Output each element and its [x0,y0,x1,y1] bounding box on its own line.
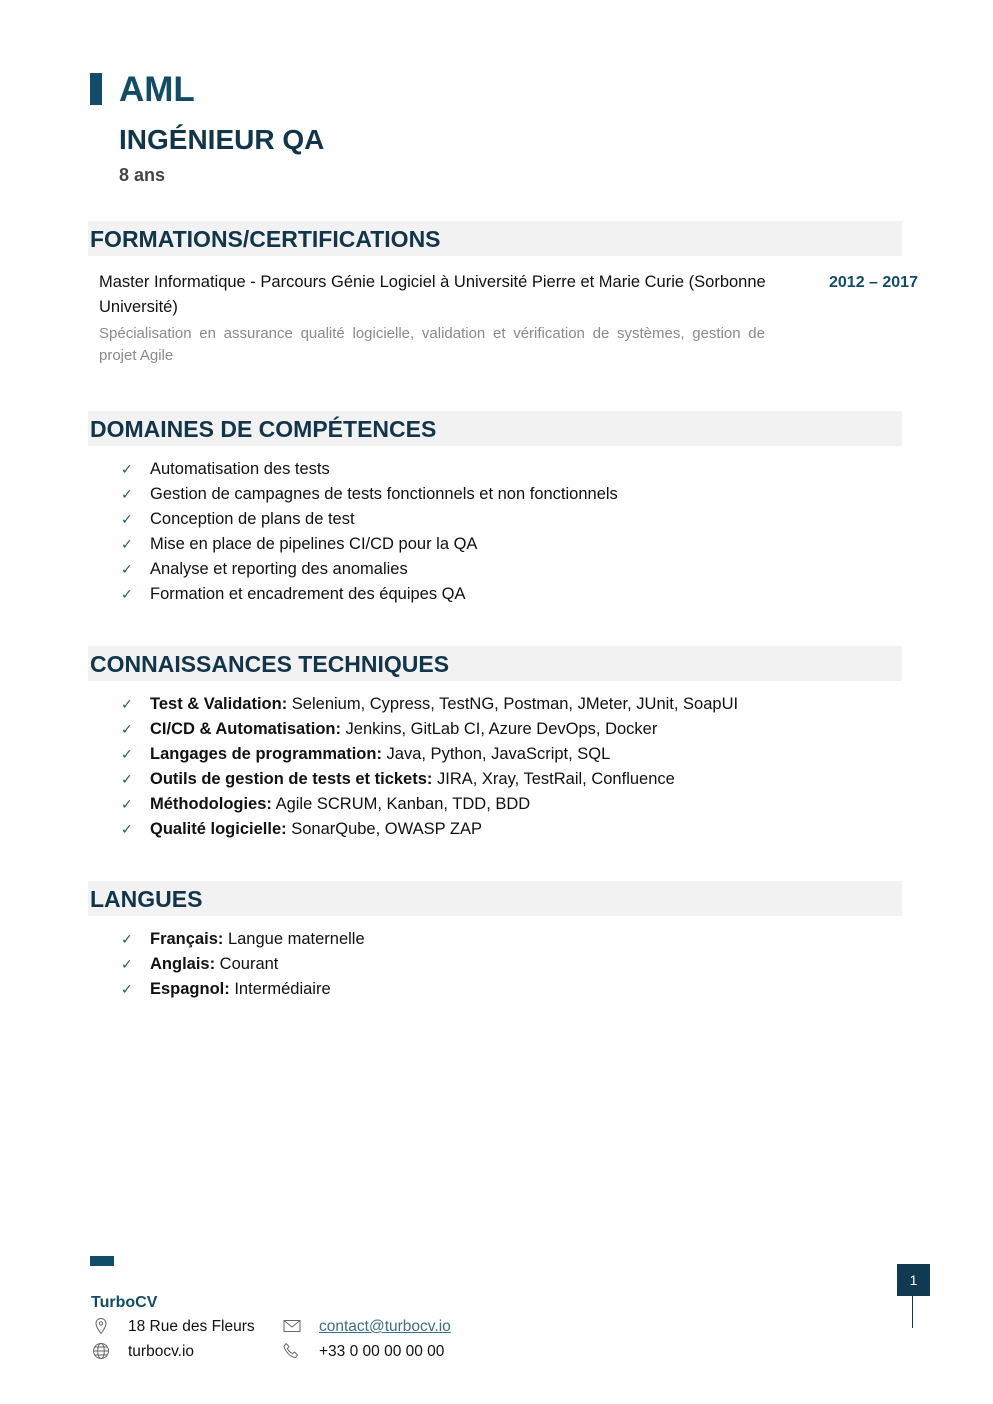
section-header-formations [88,221,902,256]
check-icon: ✓ [121,721,133,737]
location-pin-icon [92,1317,110,1335]
experience-years: 8 ans [119,165,166,185]
check-icon: ✓ [121,931,133,947]
check-icon: ✓ [121,486,133,502]
language-name: Anglais: [150,955,216,973]
check-icon: ✓ [121,586,133,602]
language-level: Courant [215,955,279,973]
education-description: Spécialisation en assurance qualité logicielle, validation et vérification de systèmes, gestion de projet Agile [99,325,765,364]
language-level: Langue maternelle [223,930,365,948]
check-icon: ✓ [121,981,133,997]
language-name: Espagnol: [150,980,230,998]
skill-category: Outils de gestion de tests et tickets: [150,770,433,788]
footer-brand: TurboCV [91,1294,158,1311]
name-accent-bar [90,73,102,105]
language-name: Français: [150,930,224,948]
section-title-formations: FORMATIONS/CERTIFICATIONS [90,226,441,252]
page-number: 1 [897,1264,930,1296]
check-icon: ✓ [121,511,133,527]
check-icon: ✓ [121,771,133,787]
skill-values: Java, Python, JavaScript, SQL [381,745,611,763]
skill-category: Langages de programmation: [150,745,382,763]
skill-category: Méthodologies: [150,795,272,813]
phone-icon [283,1342,301,1360]
check-icon: ✓ [121,461,133,477]
skill-values: Selenium, Cypress, TestNG, Postman, JMeter, JUnit, SoapUI [287,695,739,713]
section-title-competences: DOMAINES DE COMPÉTENCES [90,416,437,442]
job-title: INGÉNIEUR QA [119,124,325,155]
check-icon: ✓ [121,796,133,812]
check-icon: ✓ [121,956,133,972]
check-icon: ✓ [121,746,133,762]
check-icon: ✓ [121,696,133,712]
envelope-icon [283,1317,301,1335]
skill-values: SonarQube, OWASP ZAP [286,820,482,838]
check-icon: ✓ [121,561,133,577]
globe-icon [92,1342,110,1360]
education-title: Master Informatique - Parcours Génie Logiciel à Université Pierre et Marie Curie (Sorbonne Université) [99,273,766,316]
check-icon: ✓ [121,536,133,552]
check-icon: ✓ [121,821,133,837]
section-title-connaissances: CONNAISSANCES TECHNIQUES [90,651,450,677]
footer-accent-bar [90,1256,114,1266]
section-header-competences [88,411,902,446]
language-level: Intermédiaire [229,980,331,998]
skill-values: JIRA, Xray, TestRail, Confluence [432,770,675,788]
skill-category: Test & Validation: [150,695,288,713]
section-header-langues [88,881,902,916]
candidate-name: AML [119,70,195,109]
education-dates: 2012 – 2017 [829,274,918,291]
footer-phone: +33 0 00 00 00 00 [319,1343,445,1360]
skill-values: Jenkins, GitLab CI, Azure DevOps, Docker [340,720,658,738]
section-title-langues: LANGUES [90,886,203,912]
footer-website[interactable]: turbocv.io [128,1343,195,1360]
footer-address: 18 Rue des Fleurs [128,1318,255,1335]
skill-category: CI/CD & Automatisation: [150,720,341,738]
skill-category: Qualité logicielle: [150,820,287,838]
skill-values: Agile SCRUM, Kanban, TDD, BDD [271,795,531,813]
footer-email-link[interactable]: contact@turbocv.io [319,1318,451,1335]
page-number-line [912,1296,913,1328]
section-header-connaissances [88,646,902,681]
